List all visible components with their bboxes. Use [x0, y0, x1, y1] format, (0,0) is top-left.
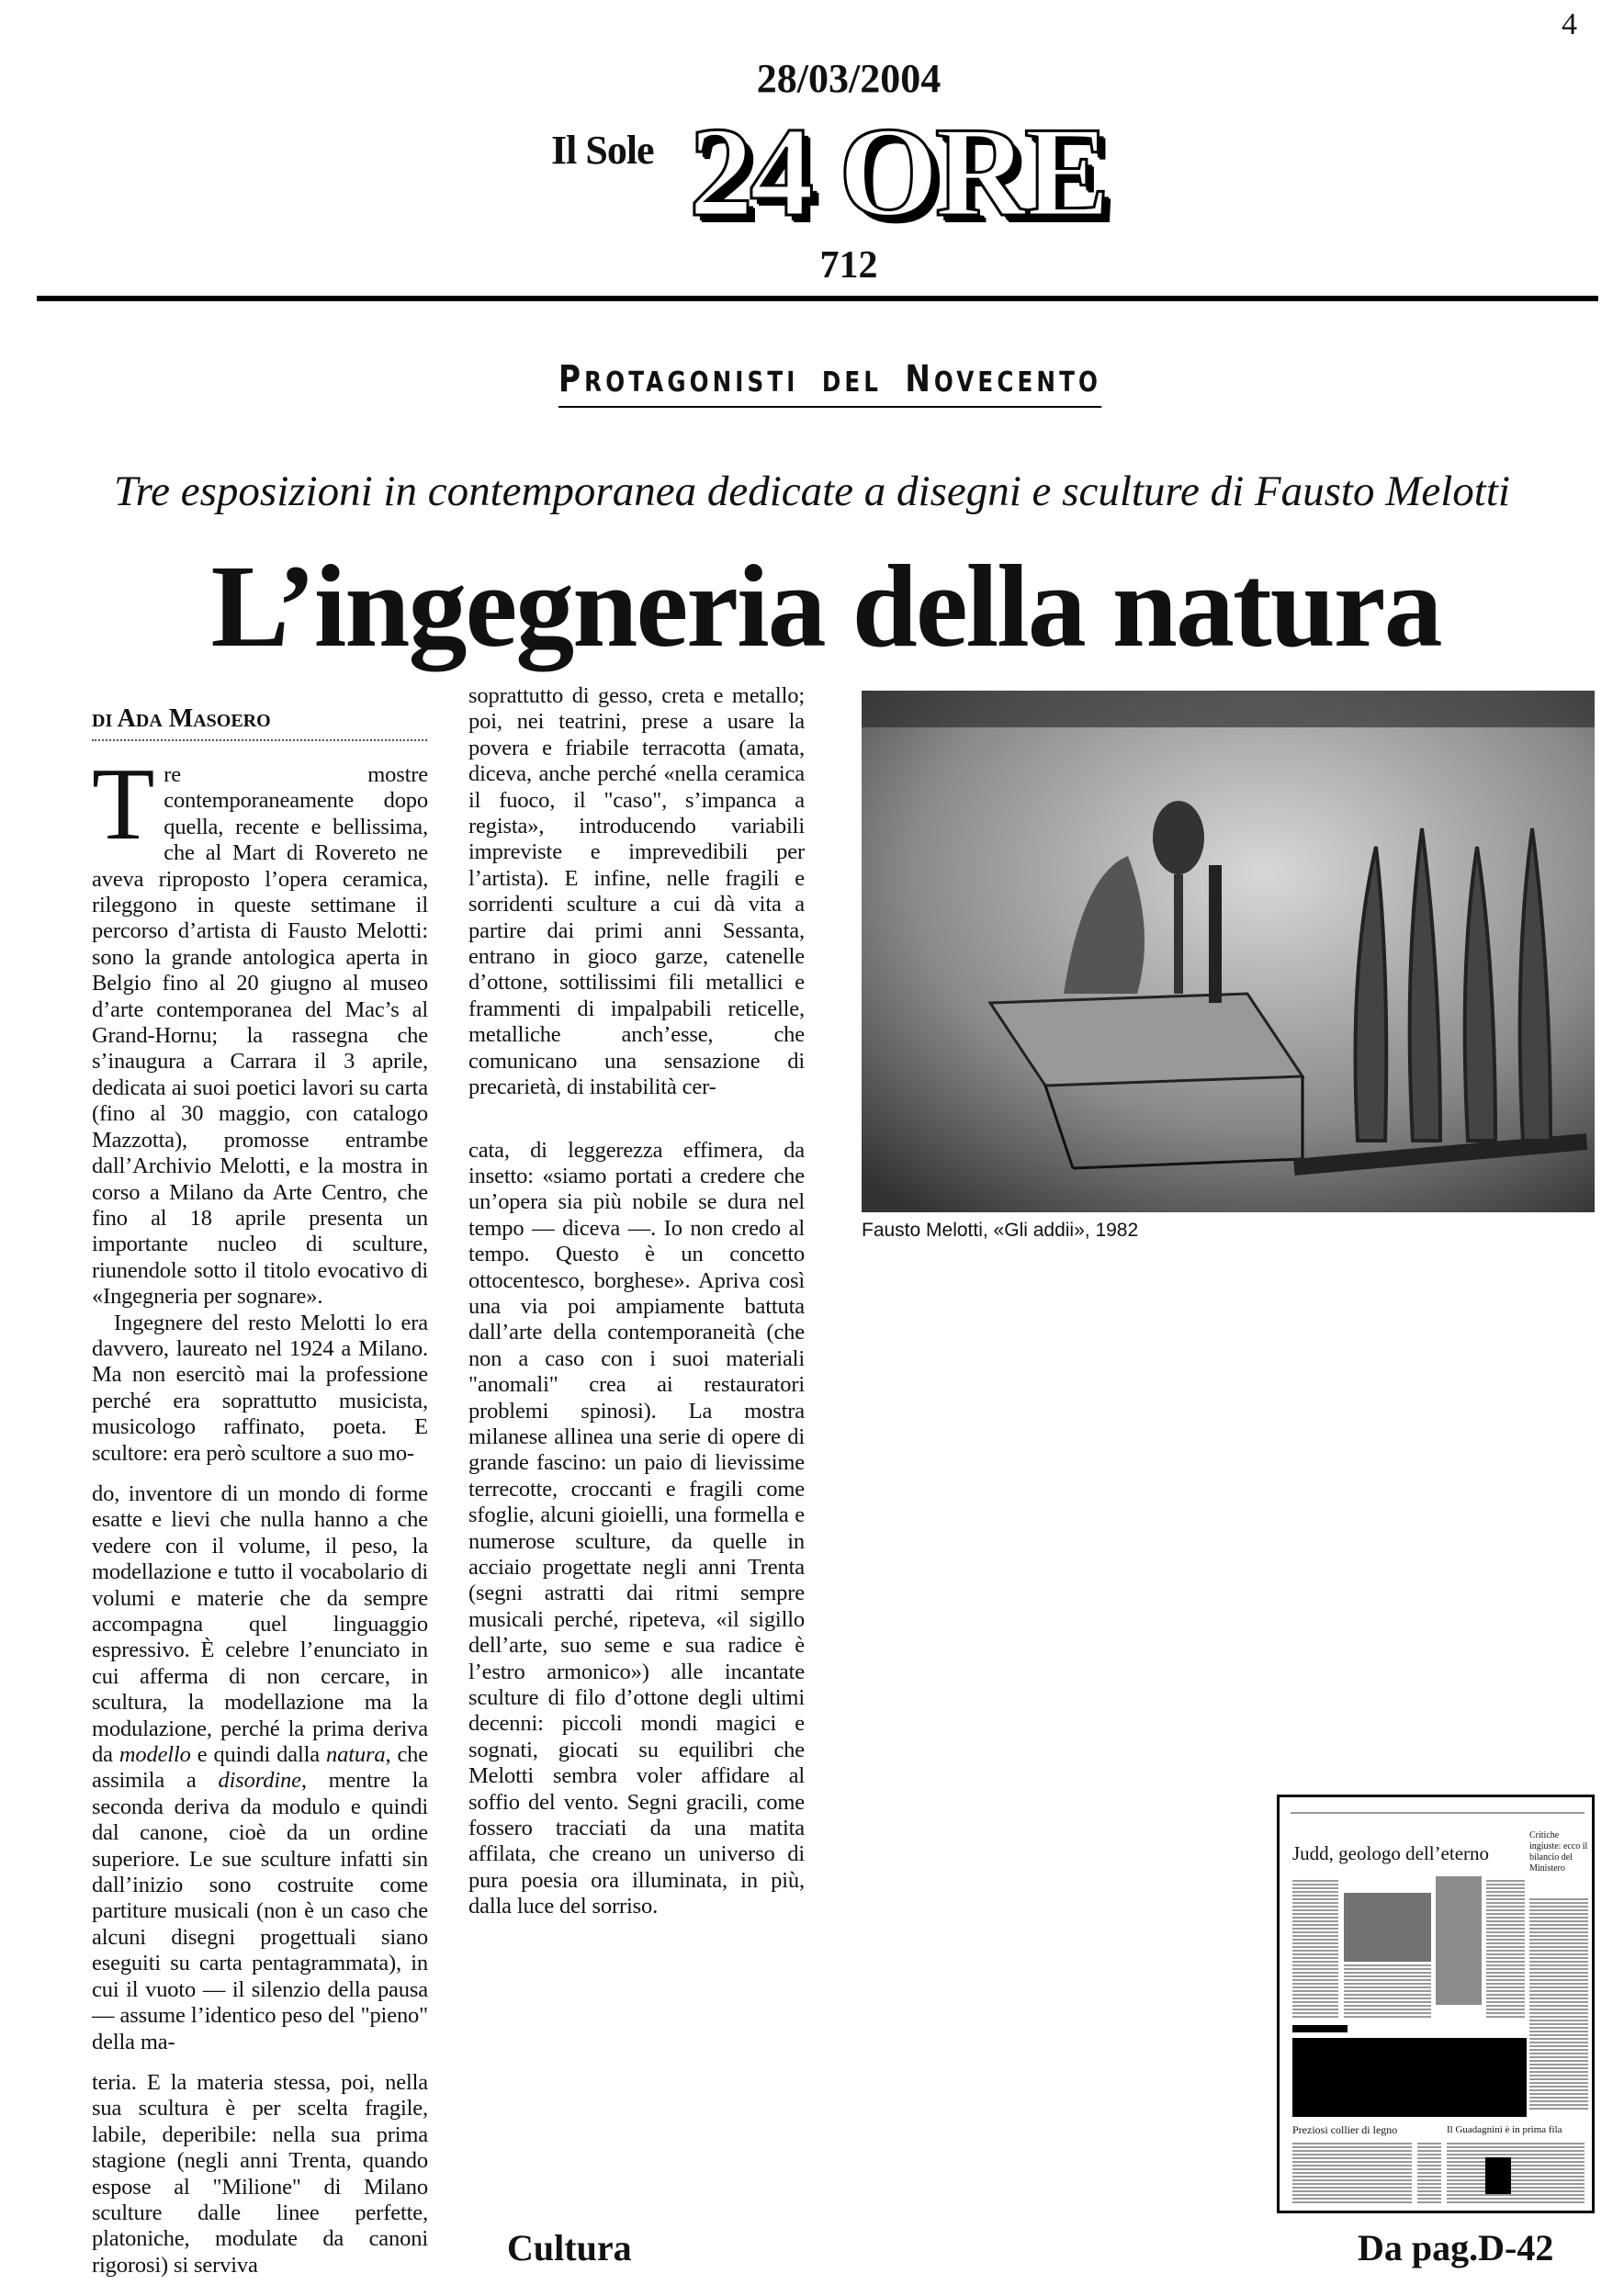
paragraph: cata, di leggerezza effimera, da insetto: «siamo portati a credere che un’opera sia più nobile se dura nel tempo — diceva —. Io non credo al tempo. Questo è un concetto ottocentesco, borghese». Apriva così una via poi ampiamente battuta dall’arte della contemporaneità (che non a caso con i suoi materiali "anomali" crea ai restauratori problemi spinosi). La mostra milanese allinea una serie di opere di grande fascino: un paio di lievissime terrecotte, croccanti e fragili come sfoglie, alcuni gioielli, una formella e numerose sculture, da quelle in acciaio progettate negli anni Trenta (segni astratti dai ritmi sempre musicali perché, ripeteva, «il sigillo dell’arte, suo seme e sua radice è l’estro armonico») alle incantate sculture di filo d’ottone degli ultimi decenni: piccoli mondi magici e sognati, giocati su equilibri che Melotti sembra voler affidare al soffio del vento. Segni gracili, come fossero tracciati da una matita affilata, che creano un universo di pura poesia ora illuminata, in più, dalla luce del sorriso.: [468, 1137, 805, 1919]
text-run: , che assimila a: [92, 1742, 428, 1794]
paragraph: re mostre contemporaneamente dopo quella, recente e bellissima, che al Mart di Rovereto ne aveva riproposto l’opera ceramica, rileggono in queste settimane il percorso d’artista di Fausto Melotti: sono la grande antologica aperta in Belgio fino al 20 giugno al museo d’arte contemporanea del Mac’s al Grand-Hornu; la rassegna che s’inaugura a Carrara il 3 aprile, dedicata ai suoi poetici lavori su carta (fino al 30 maggio, con catalogo Mazzotta), promosse entrambe dall’Archivio Melotti, e la mostra in corso a Milano da Arte Centro, che fino al 18 aprile presenta un importante nucleo di sculture, riunendole sotto il titolo evocativo di «Ingegneria per sognare».: [92, 762, 428, 1310]
article-column-1-block-3: [92, 2070, 428, 2279]
text-run: e quindi dalla: [190, 1742, 327, 1768]
paragraph: teria. E la materia stessa, poi, nella sua scultura è per scelta fragile, labile, deperibile: nella sua prima stagione (negli anni Trenta, quando espose al "Milione" di Milano sculture dalle linee perfette, platoniche, modulate da canoni rigorosi) si serviva: [92, 2069, 428, 2278]
section-word: DEL: [821, 366, 883, 399]
headline: L’ingegneria della natura: [210, 541, 1441, 671]
thumbnail-headline: Judd, geologo dell’eterno: [1292, 1842, 1490, 1864]
article-column-2-block-2: [468, 1138, 805, 1920]
italic-term: natura: [326, 1742, 386, 1768]
logo-main: 24 ORE: [689, 101, 1107, 243]
publication-date: 28/03/2004: [756, 56, 942, 101]
page-number: 4: [1562, 7, 1577, 41]
thumbnail-headline: Preziosi collier di legno: [1292, 2123, 1398, 2136]
newspaper-logo: [551, 101, 1176, 246]
logo-prefix: Il Sole: [551, 128, 654, 173]
section-word: OVECENTO: [933, 366, 1101, 399]
article-column-2: [468, 683, 805, 1920]
issue-code: 712: [819, 244, 878, 287]
article-column-2-block-1: [468, 683, 805, 1101]
paragraph: soprattutto di gesso, creta e metallo; poi, nei teatrini, prese a usare la povera e friabile terracotta (amata, diceva, anche perché «nella ceramica il fuoco, il "caso", s’impanca a regista», introducendo variabili impreviste e imprevedibili per l’artista). E infine, nelle fragili e sorridenti sculture a cui dà vita a partire dai primi anni Sessanta, entrano in gioco garze, catenelle d’ottone, sottilissimi fili metallici e frammenti di impalpabili reticelle, metalliche anch’esse, che comunicano una sensazione di precarietà, di instabilità cer-: [468, 683, 805, 1100]
text-run: do, inventore di un mondo di forme esatte e lievi che nulla hanno a che vedere con il volume, il peso, la modellazione e tutto il vocabolario di volumi e materie che da sempre accompagna quel linguaggio espressivo. È celebre l’enunciato in cui afferma di non cercare, in scultura, la modellazione ma la modulazione, perché la prima deriva da: [92, 1480, 428, 1768]
paragraph: Ingegnere del resto Melotti lo era davvero, laureato nel 1924 a Milano. Ma non esercitò mai la professione perché era soprattutto musicista, musicologo raffinato, poeta. E scultore: era però scultore a suo mo-: [92, 1310, 428, 1466]
article-column-1-block-2: [92, 1481, 428, 2055]
text-run: , mentre la seconda deriva da modulo e quindi dal canone, cioè da un ordine superiore. Le sue sculture infatti sin dall’inizio sono costruite come partiture musicali (non è un caso che alcuni disegni progettuali siano eseguiti su carta pentagrammata), in cui il vuoto — il silenzio della pausa — assume l’identico peso del "pieno" della ma-: [92, 1768, 428, 2054]
sculpture-photo: [862, 691, 1595, 1212]
photo-caption: Fausto Melotti, «Gli addii», 1982: [862, 1220, 1139, 1241]
thumbnail-headline: Il Guadagnini è in prima fila: [1447, 2124, 1562, 2135]
section-initial: N: [905, 358, 934, 400]
drop-cap: T: [92, 748, 155, 861]
header-rule: [37, 296, 1598, 301]
italic-term: disordine: [218, 1768, 301, 1794]
footer-source-page: Da pag.D-42: [1358, 2227, 1554, 2268]
section-word: ROTAGONISTI: [584, 366, 799, 399]
section-heading: [558, 358, 1101, 408]
paragraph: [92, 1481, 428, 2055]
thumbnail-side-headline: Critiche ingiuste: ecco il bilancio del Ministero: [1529, 1830, 1588, 1874]
kicker: Tre esposizioni in contemporanea dedicate a disegni e sculture di Fausto Melotti: [114, 467, 1510, 515]
page-thumbnail: [1277, 1795, 1595, 2213]
article-column-1: [92, 748, 428, 2279]
italic-term: modello: [118, 1742, 191, 1768]
footer-section: Cultura: [507, 2227, 632, 2268]
section-initial: P: [558, 358, 585, 400]
article-column-1-block-1: [92, 748, 428, 1467]
byline: di Ada Masoero: [92, 705, 427, 741]
